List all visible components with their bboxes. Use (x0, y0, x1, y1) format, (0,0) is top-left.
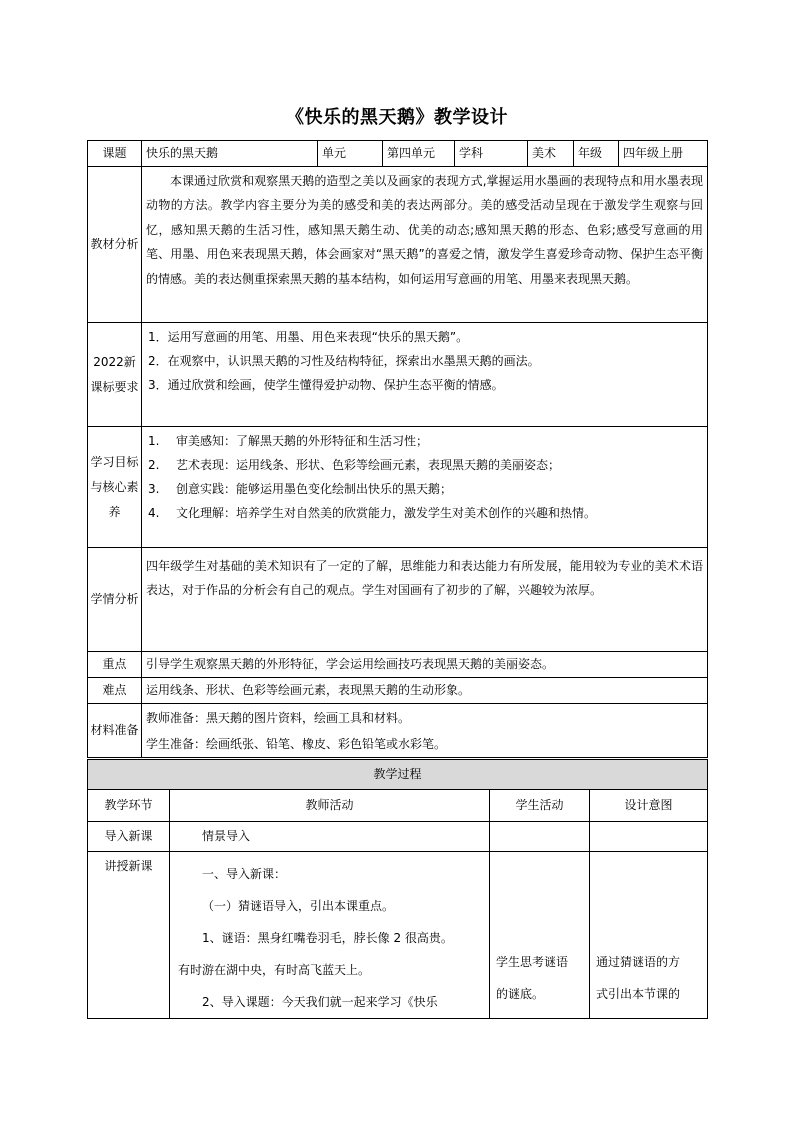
col-intent: 设计意图 (590, 790, 708, 822)
prep-line: 教师准备：黑天鹅的图片资料，绘画工具和材料。 (146, 710, 411, 725)
material-row (88, 167, 708, 323)
teacher-line: 一、导入新课： (202, 867, 287, 881)
goal-item: 4. 文化理解：培养学生对自然美的欣赏能力，激发学生对美术创作的兴趣和热情。 (148, 506, 597, 520)
teach-student (490, 852, 590, 1019)
standard-item: 1．运用写意画的用笔、用墨、用色来表现“快乐的黑天鹅”。 (148, 330, 469, 344)
teach-teacher (170, 852, 490, 1019)
header-row (88, 141, 708, 167)
topic-value: 快乐的黑天鹅 (142, 141, 318, 167)
unit-label: 单元 (318, 141, 383, 167)
col-teacher: 教师活动 (170, 790, 490, 822)
intent-line: 式引出本节课的 (596, 987, 681, 1001)
student-line: 的谜底。 (496, 987, 545, 1001)
intro-student (490, 822, 590, 852)
material-label: 教材分析 (88, 167, 142, 323)
student-line: 学生思考谜语 (496, 955, 569, 969)
goals-label: 学习目标与核心素养 (88, 427, 142, 548)
intro-teacher: 情景导入 (170, 822, 490, 852)
goals-row (88, 427, 708, 548)
goal-item: 1. 审美感知：了解黑天鹅的外形特征和生活习性； (148, 434, 429, 448)
teacher-line: 2、导入课题：今天我们就一起来学习《快乐 (202, 995, 438, 1009)
key-label: 重点 (88, 652, 142, 678)
intent-line: 通过猜谜语的方 (596, 955, 681, 969)
standard-list (142, 323, 708, 427)
key-text: 引导学生观察黑天鹅的外形特征，学会运用绘画技巧表现黑天鹅的美丽姿态。 (142, 652, 708, 678)
grade-label: 年级 (574, 141, 619, 167)
col-student: 学生活动 (490, 790, 590, 822)
goal-item: 3. 创意实践：能够运用墨色变化绘制出快乐的黑天鹅； (148, 482, 453, 496)
students-label: 学情分析 (88, 548, 142, 652)
process-heading-row (88, 760, 708, 790)
key-row (88, 652, 708, 678)
process-heading: 教学过程 (88, 760, 708, 790)
goals-list (142, 427, 708, 548)
standard-row (88, 323, 708, 427)
lesson-plan-table (87, 140, 708, 758)
subject-label: 学科 (455, 141, 528, 167)
teacher-line: 1、谜语：黑身红嘴卷羽毛，脖长像 2 很高贵。 (202, 931, 453, 945)
goal-item: 2. 艺术表现：运用线条、形状、色彩等绘画元素，表现黑天鹅的美丽姿态； (148, 458, 561, 472)
col-stage: 教学环节 (88, 790, 170, 822)
teach-intent (590, 852, 708, 1019)
intro-stage: 导入新课 (88, 822, 170, 852)
grade-value: 四年级上册 (619, 141, 708, 167)
difficult-text: 运用线条、形状、色彩等绘画元素，表现黑天鹅的生动形象。 (142, 678, 708, 704)
students-row (88, 548, 708, 652)
prep-text (142, 704, 708, 758)
difficult-row (88, 678, 708, 704)
standard-item: 3．通过欣赏和绘画，使学生懂得爱护动物、保护生态平衡的情感。 (148, 378, 504, 392)
document-title: 《快乐的黑天鹅》教学设计 (286, 107, 508, 128)
topic-label: 课题 (88, 141, 142, 167)
material-text: 本课通过欣赏和观察黑天鹅的造型之美以及画家的表现方式,掌握运用水墨画的表现特点和用水墨表现动物的方法。教学内容主要分为美的感受和美的表达两部分。美的感受活动呈现在于激发学生观察与回忆，感知黑天鹅的生活习性，感知黑天鹅生动、优美的动态;感知黑天鹅的形态、色彩;感受写意画的用笔、用墨、用色来表现黑天鹅，体会画家对“黑天鹅”的喜爱之情，激发学生喜爱珍奇动物、保护生态平衡的情感。美的表达侧重探索黑天鹅的基本结构，如何运用写意画的用笔、用墨来表现黑天鹅。 (142, 167, 708, 323)
teach-stage: 讲授新课 (88, 852, 170, 1019)
prep-label: 材料准备 (88, 704, 142, 758)
unit-value: 第四单元 (383, 141, 455, 167)
standard-item: 2．在观察中，认识黑天鹅的习性及结构特征，探索出水墨黑天鹅的画法。 (148, 354, 540, 368)
prep-line: 学生准备：绘画纸张、铅笔、橡皮、彩色铅笔或水彩笔。 (146, 736, 447, 751)
process-header-row (88, 790, 708, 822)
difficult-label: 难点 (88, 678, 142, 704)
standard-label: 2022新课标要求 (88, 323, 142, 427)
prep-row (88, 704, 708, 758)
students-text: 四年级学生对基础的美术知识有了一定的了解，思维能力和表达能力有所发展，能用较为专业的美术术语表达，对于作品的分析会有自己的观点。学生对国画有了初步的了解，兴趣较为浓厚。 (142, 548, 708, 652)
teacher-line: 有时游在湖中央，有时高飞蓝天上。 (178, 963, 371, 977)
intro-row (88, 822, 708, 852)
process-table (87, 759, 708, 1019)
teacher-line: （一）猜谜语导入，引出本课重点。 (202, 899, 395, 913)
subject-value: 美术 (528, 141, 574, 167)
teach-row (88, 852, 708, 1019)
intro-intent (590, 822, 708, 852)
